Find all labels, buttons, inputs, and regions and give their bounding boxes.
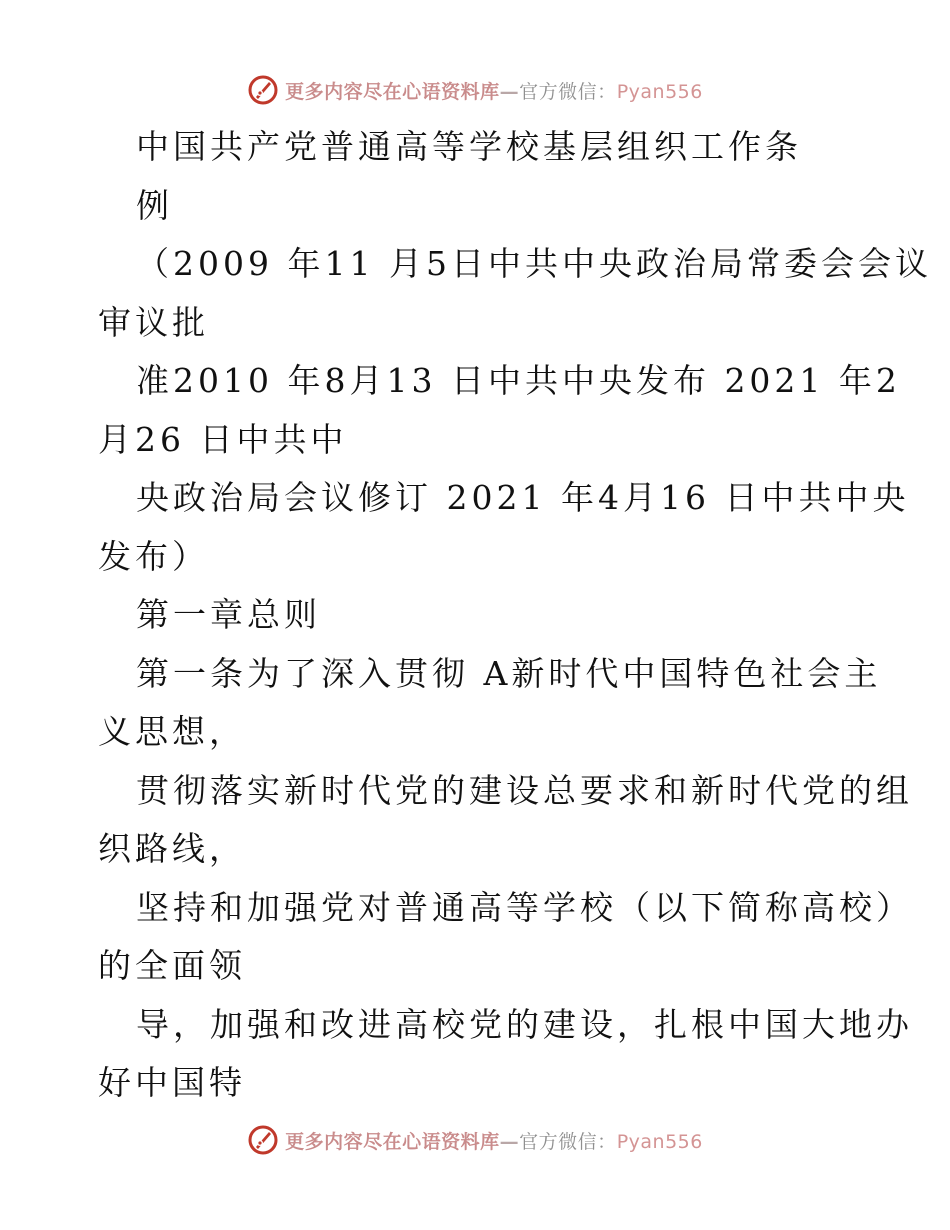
watermark-dash: — bbox=[499, 80, 520, 103]
paragraph-line: 义思想， bbox=[98, 712, 246, 751]
quill-seal-icon bbox=[247, 74, 279, 106]
paragraph-line: 准2010 年8月13 日中共中央发布 2021 年2 bbox=[136, 361, 901, 400]
header-watermark bbox=[0, 70, 950, 110]
watermark-wechat-id: Pyan556 bbox=[616, 1130, 703, 1153]
title-line-2: 例 bbox=[136, 185, 173, 225]
watermark-main-text: 更多内容尽在心语资料库 bbox=[285, 80, 500, 103]
watermark-group bbox=[247, 1124, 703, 1156]
paragraph-line: 第一条为了深入贯彻 A新时代中国特色社会主 bbox=[136, 653, 882, 693]
paragraph-line: 贯彻落实新时代党的建设总要求和新时代党的组 bbox=[136, 770, 913, 810]
watermark-wechat-label: 官方微信： bbox=[519, 80, 617, 103]
paragraph-line: 的全面领 bbox=[98, 946, 246, 985]
paragraph-line: 好中国特 bbox=[98, 1063, 246, 1102]
footer-watermark bbox=[0, 1120, 950, 1160]
title-line-1: 中国共产党普通高等学校基层组织工作条 bbox=[136, 127, 802, 166]
paragraph-line: 审议批 bbox=[98, 302, 209, 342]
watermark-text bbox=[285, 77, 703, 104]
watermark-wechat-label: 官方微信： bbox=[519, 1130, 617, 1153]
paragraph-line: 发布） bbox=[98, 536, 209, 576]
paragraph-line: 导，加强和改进高校党的建设，扎根中国大地办 bbox=[136, 1004, 913, 1044]
document-body bbox=[98, 118, 932, 1113]
paragraph-line: 坚持和加强党对普通高等学校（以下简称高校） bbox=[136, 887, 913, 927]
watermark-wechat-id: Pyan556 bbox=[616, 80, 703, 103]
paragraph-line: 织路线， bbox=[98, 829, 246, 868]
watermark-group bbox=[247, 74, 703, 106]
paragraph-line: （2009 年11 月5日中共中央政治局常委会会议 bbox=[136, 244, 932, 283]
watermark-main-text: 更多内容尽在心语资料库 bbox=[285, 1130, 500, 1153]
paragraph-line: 央政治局会议修订 2021 年4月16 日中共中央 bbox=[136, 478, 910, 517]
paragraph-line: 月26 日中共中 bbox=[98, 419, 348, 459]
watermark-dash: — bbox=[499, 1130, 520, 1153]
chapter-heading: 第一章总则 bbox=[136, 595, 321, 634]
quill-seal-icon bbox=[247, 1124, 279, 1156]
watermark-text bbox=[285, 1127, 703, 1154]
